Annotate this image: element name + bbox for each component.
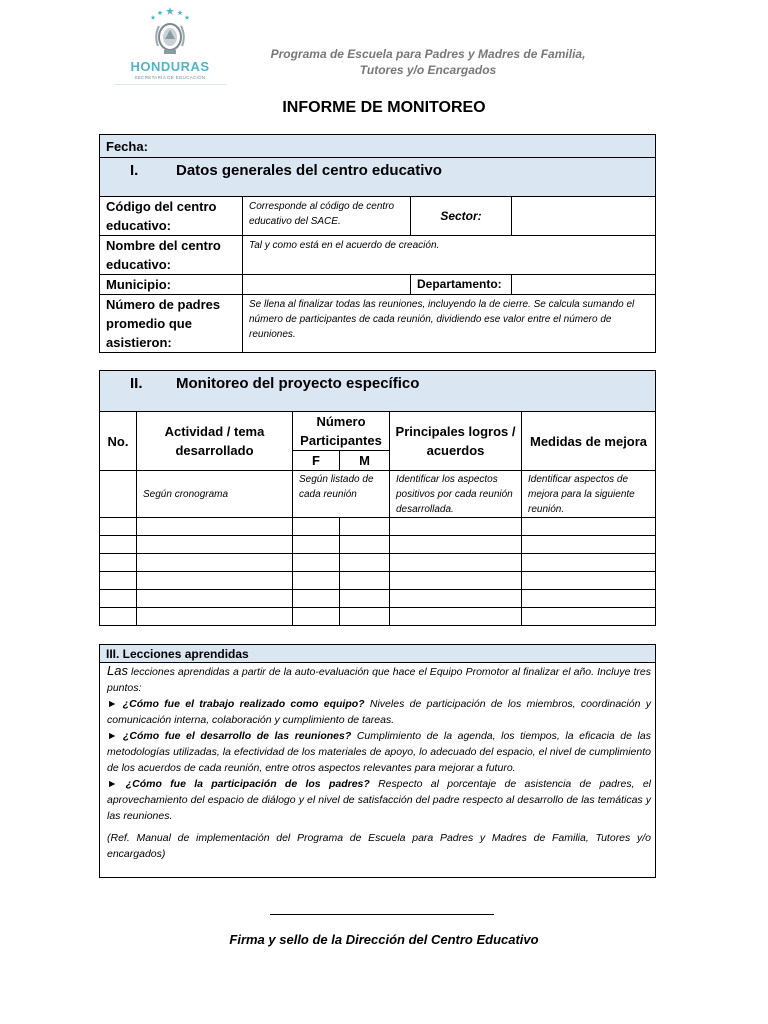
program-title (268, 46, 588, 78)
table-row (100, 608, 656, 626)
table-row (100, 518, 656, 536)
municipality-label: Municipio: (100, 275, 243, 295)
department-label: Departamento: (411, 275, 512, 295)
school-name-hint: Tal y como está en el acuerdo de creación. (243, 236, 656, 275)
lessons-table (99, 644, 656, 878)
avg-parents-hint: Se llena al finalizar todas las reuniones, incluyendo la de cierre. Se calcula sumando el número de participantes de cada reunión, dividiendo ese valor entre el número de reuniones. (243, 295, 656, 353)
monitoring-table (99, 370, 656, 626)
avg-parents-label: Número de padres promedio que asistieron: (100, 295, 243, 353)
bullet-arrow-icon: ► (107, 778, 126, 790)
bullet-arrow-icon: ► (107, 730, 123, 742)
table-row (100, 536, 656, 554)
section-2-number: II. (130, 375, 143, 392)
col-header-no: No. (100, 412, 137, 471)
sector-label: Sector: (411, 197, 512, 236)
lessons-intro-first: Las (107, 663, 128, 678)
col-header-f: F (293, 451, 340, 471)
logo-name: HONDURAS (130, 59, 210, 74)
bullet-arrow-icon: ► (107, 698, 123, 710)
municipality-field[interactable] (243, 275, 411, 295)
lesson-point-1 (107, 696, 651, 728)
section-1-number: I. (130, 162, 139, 179)
lesson-question-3: ¿Cómo fue la participación de los padres? (125, 778, 370, 790)
date-field-label: Fecha: (100, 135, 656, 158)
school-name-label: Nombre del centro educativo: (100, 236, 243, 275)
school-code-hint: Corresponde al código de centro educativo del SACE. (243, 197, 411, 236)
lesson-answer-3: Respecto al porcentaje de asistencia de padres, el aprovechamiento del espacio de diálogo y el nivel de satisfacción del padre respecto al desarrollo de las temáticas y las reuniones. (107, 778, 652, 822)
page-title: INFORME DE MONITOREO (282, 99, 486, 116)
section-3-heading: III. Lecciones aprendidas (100, 645, 656, 663)
example-participants: Según listado de cada reunión (293, 471, 390, 518)
lessons-intro-rest: lecciones aprendidas a partir de la auto-evaluación que hace el Equipo Promotor al finalizar el año. Incluye tres puntos: (107, 666, 651, 694)
table-row (100, 590, 656, 608)
table-row (100, 572, 656, 590)
honduras-logo (112, 6, 228, 96)
sector-field[interactable] (512, 197, 656, 236)
lessons-reference: (Ref. Manual de implementación del Programa de Escuela para Padres y Madres de Familia, Tutores y/o encargados) (107, 832, 651, 860)
lesson-point-2 (107, 728, 651, 776)
example-achievements: Identificar los aspectos positivos por cada reunión desarrollada. (390, 471, 522, 518)
col-header-participants: Número Participantes (293, 412, 390, 451)
signature-label: Firma y sello de la Dirección del Centro Educativo (229, 932, 539, 947)
department-field[interactable] (512, 275, 656, 295)
lessons-intro (107, 663, 651, 696)
logo-divider (114, 84, 226, 85)
col-header-m: M (340, 451, 390, 471)
program-line-1: Programa de Escuela para Padres y Madres de Familia, (270, 47, 586, 61)
col-header-achievements: Principales logros / acuerdos (390, 412, 522, 471)
section-1-heading (100, 158, 656, 197)
section-2-heading (100, 371, 656, 412)
coat-of-arms-icon (140, 6, 200, 58)
table-row (100, 554, 656, 572)
lessons-content (100, 663, 656, 878)
lesson-answer-1: Niveles de participación de los miembros, coordinación y comunicación interna, colaboración y cumplimiento de tareas. (107, 698, 651, 726)
logo-subtitle: SECRETARÍA DE EDUCACIÓN (134, 75, 206, 80)
section-2-title: Monitoreo del proyecto específico (176, 375, 420, 392)
lesson-point-3 (107, 776, 651, 824)
program-line-2: Tutores y/o Encargados (359, 63, 497, 77)
section-1-title: Datos generales del centro educativo (176, 162, 442, 179)
example-improvements: Identificar aspectos de mejora para la siguiente reunión. (522, 471, 656, 518)
col-header-improvements: Medidas de mejora (522, 412, 656, 471)
col-header-activity: Actividad / tema desarrollado (137, 412, 293, 471)
general-data-table (99, 134, 656, 353)
example-activity: Según cronograma (137, 471, 293, 518)
signature-line (270, 914, 494, 915)
lesson-question-1: ¿Cómo fue el trabajo realizado como equipo? (122, 698, 365, 710)
example-row-no[interactable] (100, 471, 137, 518)
school-code-label: Código del centro educativo: (100, 197, 243, 236)
lesson-question-2: ¿Cómo fue el desarrollo de las reuniones? (122, 730, 352, 742)
lesson-answer-2: Cumplimiento de la agenda, los tiempos, la eficacia de las metodologías utilizadas, la efectividad de los materiales de apoyo, lo adecuado del espacio, el nivel de cumplimiento de los acuerdos de cada reunión, entre otros aspectos relevantes para mejorar a futuro. (107, 730, 651, 774)
